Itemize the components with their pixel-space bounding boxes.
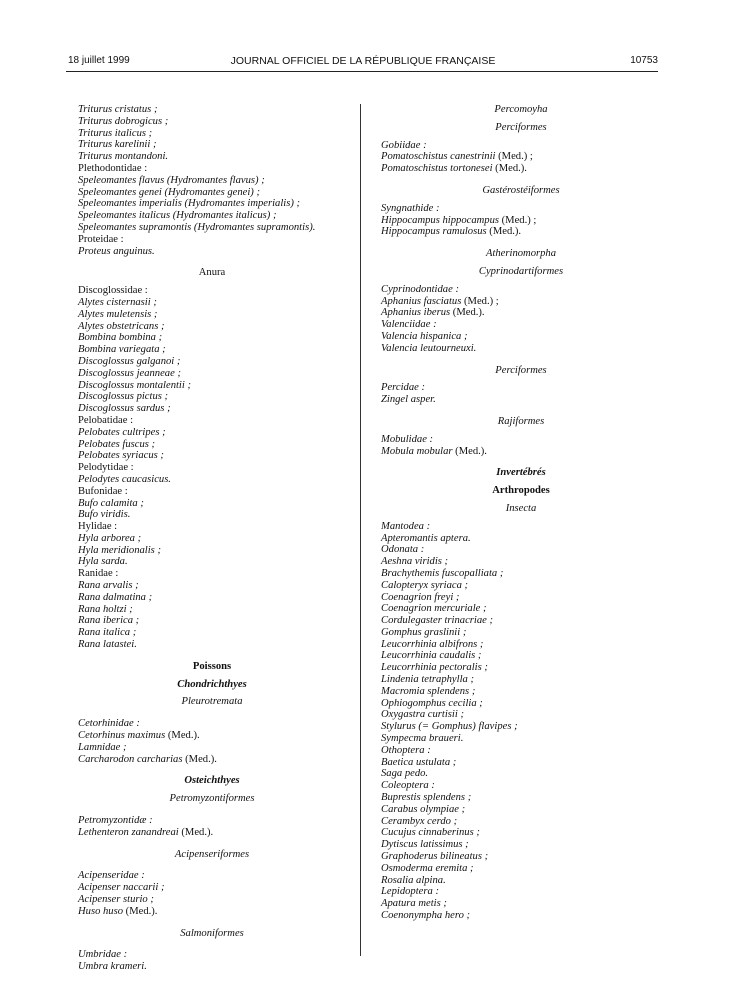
section-heading-arthropodes: Arthropodes [492,485,550,497]
species-entry: Brachythemis fuscopalliata ; [381,567,504,579]
order-label: Othoptera : [381,744,431,756]
section-heading-percomorpha: Percomoyha [494,104,548,115]
species-entry: Triturus italicus ; [78,127,153,139]
species-entry: Valencia leutourneuxi. [381,342,477,354]
species-entry: Rana dalmatina ; [78,591,153,603]
header-rule [66,71,658,72]
species-entry: Umbra krameri. [78,961,147,973]
family-label: Cyprinodontidae : [381,283,459,295]
family-label: Cetorhinidae : [78,718,140,730]
species-entry: Osmoderma eremita ; [381,862,474,874]
species-entry: Apatura metis ; [381,898,447,910]
species-entry: Discoglossus sardus ; [78,403,171,415]
section-heading-invertebres: Invertébrés [496,467,546,479]
species-entry: Rana holtzi ; [78,603,133,615]
species-entry: Hippocampus hippocampus (Med.) ; [381,214,537,226]
species-entry: Lethenteron zanandreai (Med.). [78,826,214,838]
order-heading: Acipenseriformes [174,848,250,860]
species-entry: Cerambyx cerdo ; [381,815,458,827]
species-entry: Pelobates fuscus ; [78,438,156,450]
species-entry: Lindenia tetraphylla ; [381,674,474,686]
species-entry: Alytes cisternasii ; [78,296,157,308]
species-entry: Speleomantes genei (Hydromantes genei) ; [78,186,260,198]
species-entry: Bufo calamita ; [78,497,144,509]
order-label: Odonata : [381,544,425,556]
family-label: Valenciidae : [381,319,437,331]
species-entry: Pelobates cultripes ; [78,426,166,438]
species-entry: Sympecma braueri. [381,733,464,745]
species-entry: Triturus montandoni. [78,151,169,163]
species-entry: Cetorhinus maximus (Med.). [78,730,200,742]
species-entry: Discoglossus galganoi ; [78,355,181,367]
section-heading-poissons: Poissons [192,660,232,672]
order-heading: Pleurotremata [181,696,243,708]
species-entry: Coenagrion freyi ; [381,591,460,603]
species-entry: Discoglossus pictus ; [78,391,169,403]
species-entry: Baetica ustulata ; [381,756,457,768]
section-heading-anura: Anura [198,267,226,279]
species-entry: Cucujus cinnaberinus ; [381,827,480,839]
species-entry: Speleomantes supramontis (Hydromantes supramontis). [78,221,316,233]
family-label: Umbridae : [78,949,128,961]
order-label: Mantodea : [381,520,431,532]
section-heading-atherinomorpha: Atherinomorpha [485,248,557,260]
species-entry: Hyla sarda. [78,556,128,568]
species-entry: Triturus dobrogicus ; [78,115,169,127]
species-entry: Leucorrhinia albifrons ; [381,638,484,650]
species-entry: Triturus karelinii ; [78,139,157,151]
species-entry: Hippocampus ramulosus (Med.). [381,226,522,238]
section-heading-osteichthyes: Osteichthyes [184,775,240,787]
species-entry: Speleomantes imperialis (Hydromantes imperialis) ; [78,198,301,210]
order-heading: Perciformes [495,364,547,376]
order-heading: Gastérostéiformes [482,184,560,196]
family-label: Pelodytidae : [78,462,134,474]
species-entry: Coenagrion mercuriale ; [381,603,487,615]
species-entry: Zingel asper. [381,394,436,406]
species-entry: Stylurus (= Gomphus) flavipes ; [381,721,518,733]
species-entry: Carabus olympiae ; [381,803,466,815]
species-entry: Pelobates syriacus ; [78,450,164,462]
page-header [68,55,658,69]
species-entry: Alytes obstetricans ; [78,320,165,332]
family-label: Ranidae : [78,568,119,580]
species-entry: Bombina variegata ; [78,344,166,356]
family-label: Mobulidae : [381,433,434,445]
family-label: Hylidae : [78,521,118,533]
species-entry: Rana italica ; [78,627,137,639]
species-entry: Triturus cristatus ; [78,104,158,115]
order-heading: Rajiformes [497,415,545,427]
species-entry: Hyla arborea ; [78,532,142,544]
species-entry: Rana arvalis ; [78,580,139,592]
species-entry: Leucorrhinia pectoralis ; [381,662,488,674]
family-label: Proteidae : [78,233,124,245]
species-entry: Bombina bombina ; [78,332,163,344]
species-entry: Hyla meridionalis ; [78,544,161,556]
section-heading-chondrichthyes: Chondrichthyes [177,678,247,690]
family-label: Gobiidae : [381,139,427,151]
column-divider [360,104,361,956]
species-entry: Speleomantes italicus (Hydromantes italicus) ; [78,210,277,222]
family-label: Syngnathide : [381,202,440,214]
right-column [381,104,661,922]
family-label: Acipenseridae : [78,870,145,882]
header-date: 18 juillet 1999 [68,55,130,66]
species-entry: Acipenser sturio ; [78,894,154,906]
order-heading: Cyprinodartiformes [478,265,564,277]
species-entry: Speleomantes flavus (Hydromantes flavus) ; [78,174,265,186]
species-entry: Huso huso (Med.). [78,905,158,917]
species-entry: Aphanius iberus (Med.). [381,307,485,319]
species-entry: Valencia hispanica ; [381,330,468,342]
species-entry: Pomatoschistus canestrinii (Med.) ; [381,151,533,163]
page-number: 10753 [630,55,658,66]
species-entry: Carcharodon carcharias (Med.). [78,753,217,765]
species-entry: Rana latastei. [78,639,137,651]
family-label: Discoglossidae : [78,285,148,297]
order-heading: Salmoniformes [180,927,244,939]
species-entry: Pomatoschistus tortonesei (Med.). [381,163,527,175]
species-entry: Alytes muletensis ; [78,308,158,320]
order-label: Lepidoptera : [381,886,439,898]
species-entry: Acipenser naccarii ; [78,882,165,894]
species-entry: Rana iberica ; [78,615,140,627]
species-entry: Discoglossus jeanneae ; [78,367,181,379]
species-entry: Saga pedo. [381,768,429,780]
order-heading: Perciformes [495,121,547,133]
species-entry: Mobula mobular (Med.). [381,445,487,457]
family-label: Lamnidae ; [78,741,127,753]
family-label: Pelobatidae : [78,414,134,426]
species-entry: Buprestis splendens ; [381,792,472,804]
species-entry: Aphanius fasciatus (Med.) ; [381,295,499,307]
species-entry: Graphoderus bilineatus ; [381,851,489,863]
species-entry: Leucorrhinia caudalis ; [381,650,482,662]
species-entry: Ophiogomphus cecilia ; [381,697,483,709]
species-entry: Gomphus graslinii ; [381,626,467,638]
family-label: Bufonidae : [78,485,128,497]
family-label: Petromyzontidæ : [78,815,153,827]
species-entry: Dytiscus latissimus ; [381,839,469,851]
species-entry: Bufo viridis. [78,509,131,521]
species-entry: Cordulegaster trinacriae ; [381,615,494,627]
species-entry: Proteus anguinus. [78,245,155,257]
species-entry: Oxygastra curtisii ; [381,709,464,721]
species-entry: Calopteryx syriaca ; [381,579,469,591]
left-column [78,104,346,973]
species-entry: Apteromantis aptera. [381,532,471,544]
order-label: Coleoptera : [381,780,435,792]
species-entry: Macromia splendens ; [381,685,476,697]
species-entry: Coenonympha hero ; [381,910,471,922]
species-entry: Aeshna viridis ; [381,556,449,568]
family-label: Percidae : [381,382,426,394]
order-heading: Petromyzontiformes [169,793,255,805]
species-entry: Rosalia alpina. [381,874,446,886]
species-entry: Discoglossus montalentii ; [78,379,191,391]
species-entry: Pelodytes caucasicus. [78,473,171,485]
class-heading-insecta: Insecta [505,502,537,514]
family-label: Plethodontidae : [78,162,148,174]
journal-title: JOURNAL OFFICIEL DE LA RÉPUBLIQUE FRANÇAISE [230,55,496,67]
